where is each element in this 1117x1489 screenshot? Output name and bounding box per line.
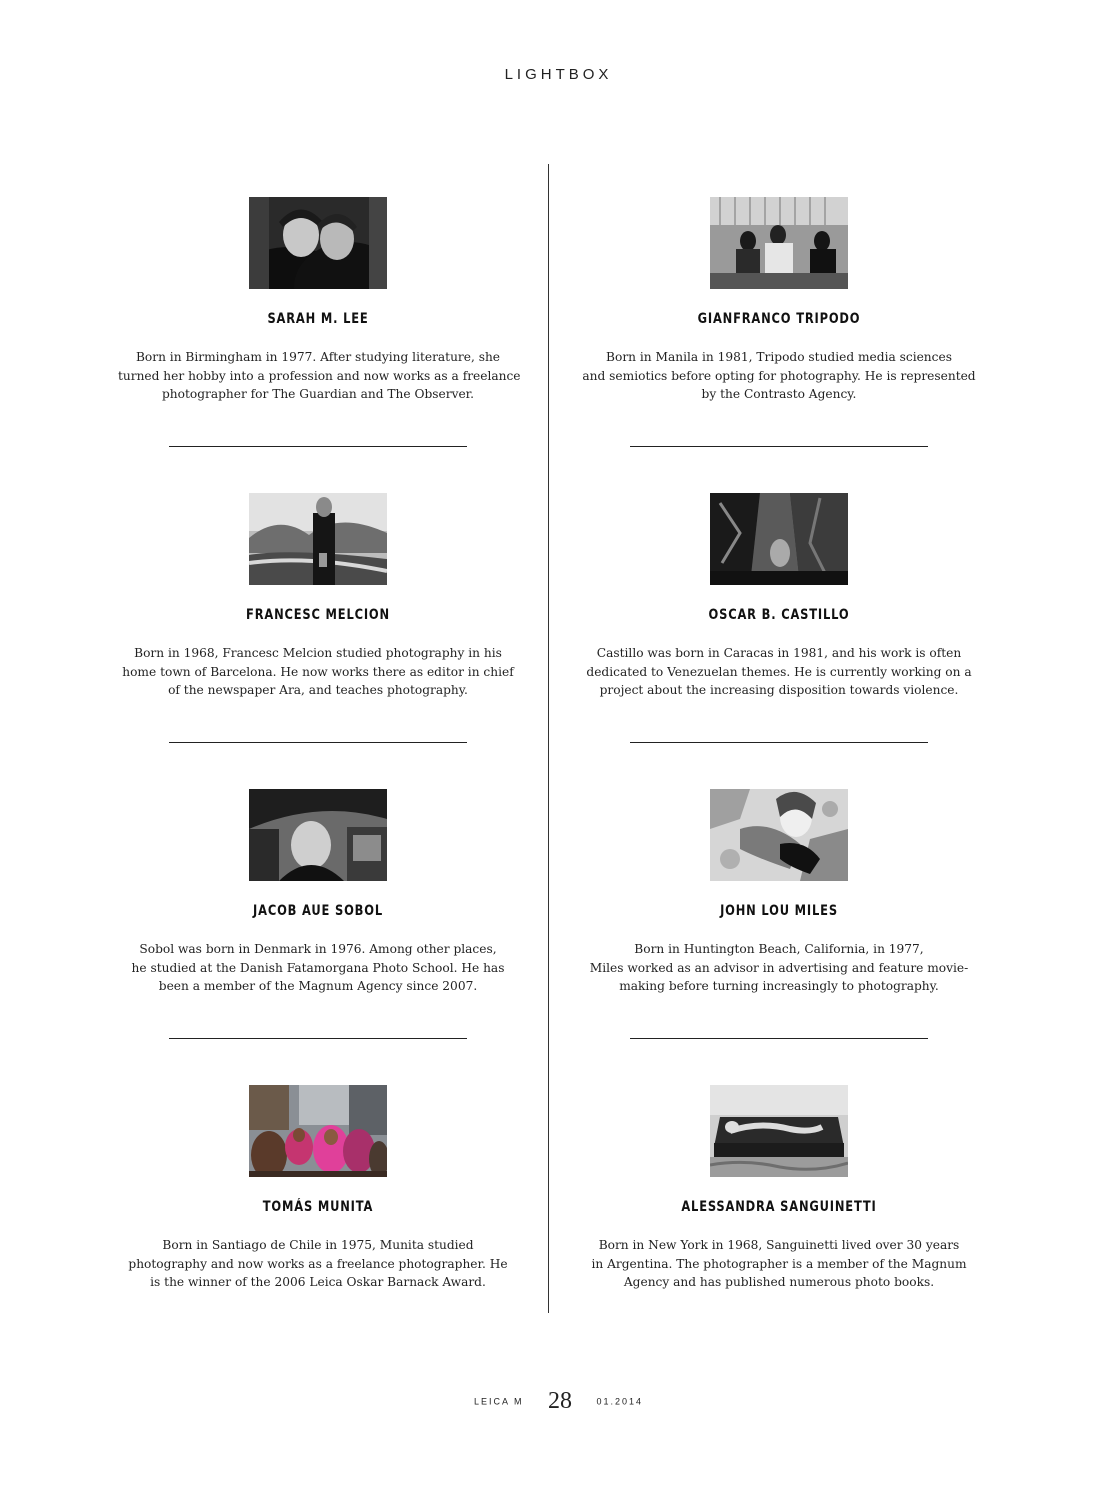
entry-divider — [630, 446, 928, 447]
photographer-bio: Castillo was born in Caracas in 1981, and his work is often dedicated to Venezuelan themes. He is currently working on a project about the increasing disposition towards violence. — [586, 646, 972, 697]
landscape-portrait-photo-icon — [249, 493, 387, 585]
photographer-entry-sarah-m-lee — [108, 197, 528, 493]
entry-divider — [630, 742, 928, 743]
photographer-bio: Born in Manila in 1981, Tripodo studied media sciences and semiotics before opting for photography. He is represented by the Contrasto Agency. — [582, 350, 976, 401]
photographer-entry-john-lou-miles — [569, 789, 989, 1085]
section-header: LIGHTBOX — [504, 66, 613, 83]
portrait-photo-icon — [249, 197, 387, 289]
issue-date: 01.2014 — [596, 1396, 643, 1407]
photographer-name: TOMÁS MUNITA — [262, 1199, 374, 1215]
photographer-entry-francesc-melcion — [108, 493, 528, 789]
interior-group-photo-icon — [710, 197, 848, 289]
photographer-bio: Born in 1968, Francesc Melcion studied photography in his home town of Barcelona. He now works there as editor in chief of the newspaper Ara, and teaches photography. — [122, 646, 514, 697]
dark-street-photo-icon — [710, 493, 848, 585]
photographer-bio: Born in Birmingham in 1977. After studying literature, she turned her hobby into a profession and now works as a freelance photographer for The Guardian and The Observer. — [118, 350, 521, 401]
photographer-name: GIANFRANCO TRIPODO — [697, 311, 861, 327]
photographer-entry-alessandra-sanguinetti — [569, 1085, 989, 1381]
photographer-name: ALESSANDRA SANGUINETTI — [681, 1199, 877, 1215]
photographer-entry-jacob-aue-sobol — [108, 789, 528, 1085]
photographer-bio: Born in Santiago de Chile in 1975, Munita studied photography and now works as a freelance photographer. He is the winner of the 2006 Leica Oskar Barnack Award. — [128, 1238, 508, 1289]
entry-divider — [169, 446, 467, 447]
photographer-bio: Sobol was born in Denmark in 1976. Among other places, he studied at the Danish Fatamorgana Photo School. He has been a member of the Magnum Agency since 2007. — [131, 942, 505, 993]
photographer-name: JACOB AUE SOBOL — [253, 903, 383, 919]
photographer-name: SARAH M. LEE — [267, 311, 369, 327]
photographer-name: FRANCESC MELCION — [246, 607, 390, 623]
entry-divider — [169, 742, 467, 743]
photographer-bio: Born in Huntington Beach, California, in 1977, Miles worked as an advisor in advertising and feature movie- making before turning increasingly to photography. — [589, 942, 969, 993]
photographer-name: OSCAR B. CASTILLO — [708, 607, 850, 623]
page-number: 28 — [547, 1388, 572, 1414]
entry-divider — [630, 1038, 928, 1039]
publication-name: LEICA M — [474, 1396, 524, 1407]
column-divider — [548, 164, 549, 1313]
umbrella-portrait-photo-icon — [249, 789, 387, 881]
photographer-name: JOHN LOU MILES — [720, 903, 838, 919]
photographer-bio: Born in New York in 1968, Sanguinetti lived over 30 years in Argentina. The photographer is a member of the Magnum Agency and has published numerous photo books. — [591, 1238, 967, 1289]
fashion-portrait-photo-icon — [710, 789, 848, 881]
entry-divider — [169, 1038, 467, 1039]
photographer-entry-gianfranco-tripodo — [569, 197, 989, 493]
photographer-entry-oscar-b-castillo — [569, 493, 989, 789]
photographer-entry-tomas-munita — [108, 1085, 528, 1381]
page-footer — [0, 1388, 1117, 1415]
street-crowd-photo-icon — [249, 1085, 387, 1177]
reclining-figure-photo-icon — [710, 1085, 848, 1177]
